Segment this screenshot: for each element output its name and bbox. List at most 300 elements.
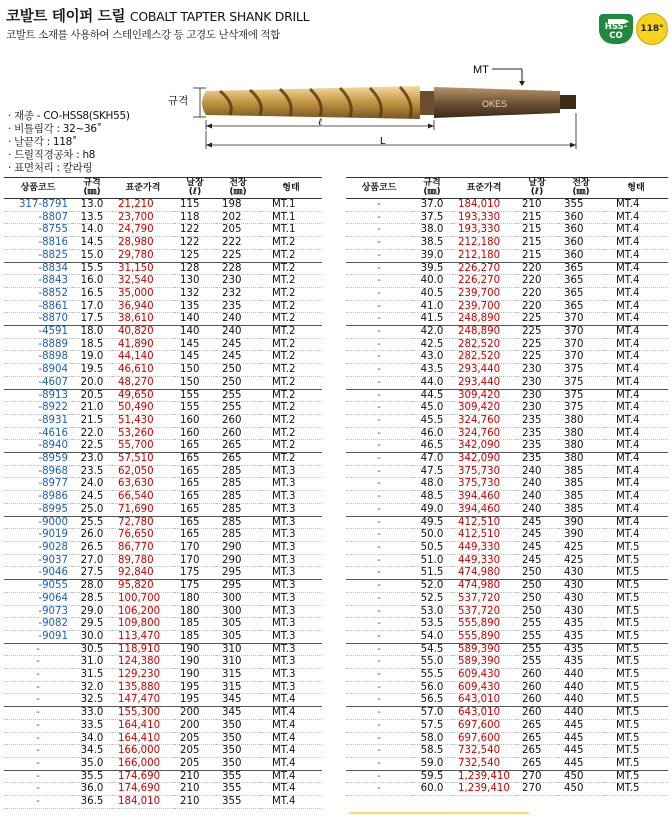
product-code: -: [346, 516, 412, 529]
price-value: 589,390: [452, 643, 516, 656]
shank-type-value: MT.5: [604, 618, 668, 631]
shank-type-value: MT.4: [604, 402, 668, 415]
product-code: -8986: [4, 491, 72, 504]
flute-length-value: 122: [174, 237, 216, 250]
overall-length-value: 375: [558, 402, 604, 415]
price-value: 324,760: [452, 427, 516, 440]
shank-type-value: MT.5: [604, 643, 668, 656]
shank-type-value: MT.5: [604, 580, 668, 593]
size-value: 17.5: [72, 313, 112, 326]
flute-length-value: 205: [174, 732, 216, 745]
table-row: [4, 567, 322, 580]
shank-type-value: MT.5: [604, 757, 668, 770]
flute-length-value: 250: [516, 605, 558, 618]
price-value: 394,460: [452, 491, 516, 504]
product-code: -: [346, 313, 412, 326]
overall-length-value: 430: [558, 567, 604, 580]
shank-type-value: MT.2: [260, 262, 322, 275]
flute-length-value: 230: [516, 389, 558, 402]
table-row: [346, 592, 668, 605]
price-value: 342,090: [452, 453, 516, 466]
flute-length-value: 215: [516, 237, 558, 250]
product-code: -8870: [4, 313, 72, 326]
size-value: 38.5: [412, 237, 452, 250]
price-value: 342,090: [452, 440, 516, 453]
table-row: [346, 351, 668, 364]
table-row: [4, 376, 322, 389]
length-dim-arrow-left: [206, 143, 212, 148]
table-row: [4, 669, 322, 682]
flute-length-value: 128: [174, 262, 216, 275]
product-code: -8861: [4, 300, 72, 313]
size-value: 34.0: [72, 732, 112, 745]
flute-length-value: 160: [174, 427, 216, 440]
table-row: [4, 402, 322, 415]
product-code: -8922: [4, 402, 72, 415]
product-code: -: [346, 199, 412, 212]
price-value: 124,380: [112, 656, 174, 669]
flute-length-value: 260: [516, 669, 558, 682]
overall-length-value: 345: [216, 707, 260, 720]
product-code: -8825: [4, 249, 72, 262]
product-code: -9019: [4, 529, 72, 542]
flute-length-value: 165: [174, 516, 216, 529]
diameter-label: 규격: [168, 95, 189, 107]
size-value: 16.5: [72, 287, 112, 300]
product-code: -: [346, 707, 412, 720]
overall-length-value: 440: [558, 669, 604, 682]
table-row: [4, 237, 322, 250]
table-row: [4, 364, 322, 377]
product-code: -: [346, 732, 412, 745]
product-code: -: [4, 643, 72, 656]
size-value: 24.5: [72, 491, 112, 504]
overall-length-value: 385: [558, 503, 604, 516]
overall-length-value: 290: [216, 554, 260, 567]
product-code: -: [346, 287, 412, 300]
size-value: 58.0: [412, 732, 452, 745]
table-row: [4, 592, 322, 605]
flute-length-value: 220: [516, 287, 558, 300]
overall-length-value: 205: [216, 224, 260, 237]
shank-type-value: MT.4: [260, 745, 322, 758]
product-code: -: [346, 465, 412, 478]
shank-type-value: MT.4: [260, 707, 322, 720]
size-value: 24.0: [72, 478, 112, 491]
table-row: [4, 757, 322, 770]
size-value: 26.0: [72, 529, 112, 542]
price-value: 55,700: [112, 440, 174, 453]
price-value: 166,000: [112, 745, 174, 758]
flute-length-value: 165: [174, 465, 216, 478]
product-code: -: [346, 326, 412, 339]
size-value: 52.0: [412, 580, 452, 593]
shank-type-value: MT.5: [604, 694, 668, 707]
size-value: 49.5: [412, 516, 452, 529]
flute-length-value: 195: [174, 681, 216, 694]
size-value: 17.0: [72, 300, 112, 313]
price-value: 293,440: [452, 364, 516, 377]
product-code: -: [346, 567, 412, 580]
table-row: [346, 402, 668, 415]
size-value: 44.5: [412, 389, 452, 402]
price-value: 324,760: [452, 414, 516, 427]
overall-length-value: 285: [216, 478, 260, 491]
price-value: 147,470: [112, 694, 174, 707]
table-row: [4, 275, 322, 288]
flute-length-value: 270: [516, 783, 558, 796]
size-value: 45.5: [412, 414, 452, 427]
product-code: -8852: [4, 287, 72, 300]
overall-length-value: 315: [216, 669, 260, 682]
product-code: -: [346, 237, 412, 250]
size-value: 35.5: [72, 770, 112, 783]
overall-length-value: 265: [216, 440, 260, 453]
product-code: -: [4, 694, 72, 707]
price-value: 555,890: [452, 630, 516, 643]
table-row: [4, 351, 322, 364]
flute-length-value: 250: [516, 580, 558, 593]
price-value: 732,540: [452, 745, 516, 758]
product-code: -: [346, 453, 412, 466]
drill-spec-table-left: [4, 177, 322, 809]
size-value: 57.0: [412, 707, 452, 720]
size-value: 13.0: [72, 199, 112, 212]
shank-type-value: MT.4: [604, 364, 668, 377]
total-length-label: L: [380, 135, 386, 147]
product-code: -: [346, 491, 412, 504]
product-code: -: [346, 262, 412, 275]
flute-length-value: 210: [516, 199, 558, 212]
flute-length-value: 225: [516, 351, 558, 364]
size-value: 28.0: [72, 580, 112, 593]
table-row: [4, 796, 322, 809]
product-code: -: [346, 211, 412, 224]
drill-spec-table-right: [346, 177, 668, 796]
overall-length-value: 385: [558, 465, 604, 478]
table-row: [4, 745, 322, 758]
price-value: 248,890: [452, 326, 516, 339]
shank-type-value: MT.2: [260, 364, 322, 377]
price-value: 164,410: [112, 719, 174, 732]
price-value: 46,610: [112, 364, 174, 377]
size-value: 44.0: [412, 376, 452, 389]
product-code: -8959: [4, 453, 72, 466]
flute-length-value: 220: [516, 262, 558, 275]
overall-length-value: 370: [558, 351, 604, 364]
product-code: -: [346, 757, 412, 770]
shank-type-value: MT.2: [260, 402, 322, 415]
table-row: [346, 224, 668, 237]
product-code: -: [346, 440, 412, 453]
shank-type-value: MT.4: [604, 376, 668, 389]
overall-length-value: 445: [558, 757, 604, 770]
shank-type-value: MT.4: [604, 313, 668, 326]
drill-diagram: [160, 55, 600, 160]
size-value: 50.0: [412, 529, 452, 542]
overall-length-value: 375: [558, 364, 604, 377]
overall-length-value: 385: [558, 478, 604, 491]
product-code: -: [4, 732, 72, 745]
flute-length-value: 122: [174, 224, 216, 237]
table-row: [4, 224, 322, 237]
price-value: 643,010: [452, 694, 516, 707]
overall-length-value: 430: [558, 605, 604, 618]
shank-type-value: MT.3: [260, 669, 322, 682]
product-code: -8931: [4, 414, 72, 427]
size-value: 49.0: [412, 503, 452, 516]
shank-type-value: MT.4: [604, 414, 668, 427]
flute-length-value: 220: [516, 300, 558, 313]
price-value: 118,910: [112, 643, 174, 656]
shank-type-value: MT.4: [260, 732, 322, 745]
shank-type-value: MT.4: [604, 211, 668, 224]
flute-length-value: 225: [516, 313, 558, 326]
overall-length-value: 285: [216, 491, 260, 504]
overall-length-value: 445: [558, 732, 604, 745]
flute-length-value: 250: [516, 567, 558, 580]
flute-length-value: 270: [516, 770, 558, 783]
overall-length-value: 310: [216, 643, 260, 656]
table-row: [4, 503, 322, 516]
table-row: [346, 719, 668, 732]
price-value: 697,600: [452, 732, 516, 745]
table-row: [4, 656, 322, 669]
product-code: -: [346, 275, 412, 288]
flute-length-value: 140: [174, 326, 216, 339]
mt-arrow-head: [519, 81, 525, 86]
table-row: [346, 376, 668, 389]
shank-type-value: MT.5: [604, 681, 668, 694]
table-row: [346, 503, 668, 516]
header-shank-type: 형태: [604, 178, 668, 199]
price-value: 35,000: [112, 287, 174, 300]
shank-type-value: MT.3: [260, 516, 322, 529]
table-row: [346, 529, 668, 542]
overall-length-value: 425: [558, 554, 604, 567]
price-value: 24,790: [112, 224, 174, 237]
shank-type-value: MT.3: [260, 503, 322, 516]
product-code: -: [346, 681, 412, 694]
flute-length-value: 235: [516, 453, 558, 466]
overall-length-value: 375: [558, 376, 604, 389]
table-row: [346, 389, 668, 402]
flute-length-value: 230: [516, 364, 558, 377]
overall-length-value: 350: [216, 732, 260, 745]
header-flute-length: 날장 (ℓ): [516, 178, 558, 199]
flute-length-value: 190: [174, 643, 216, 656]
overall-length-value: 360: [558, 211, 604, 224]
shank-type-value: MT.4: [604, 287, 668, 300]
product-code: -: [346, 770, 412, 783]
overall-length-value: 305: [216, 630, 260, 643]
product-code: -: [346, 580, 412, 593]
flute-length-value: 175: [174, 580, 216, 593]
size-value: 15.0: [72, 249, 112, 262]
shank-type-value: MT.5: [604, 630, 668, 643]
product-code: -8755: [4, 224, 72, 237]
overall-length-value: 445: [558, 745, 604, 758]
price-value: 66,540: [112, 491, 174, 504]
shank-brand-text: OKES: [482, 99, 508, 109]
overall-length-value: 285: [216, 529, 260, 542]
header-overall-length: 전장 (㎜): [216, 178, 260, 199]
size-value: 18.5: [72, 338, 112, 351]
price-value: 53,260: [112, 427, 174, 440]
table-row: [346, 287, 668, 300]
shank-type-value: MT.2: [260, 376, 322, 389]
size-value: 19.5: [72, 364, 112, 377]
size-value: 40.0: [412, 275, 452, 288]
table-row: [346, 745, 668, 758]
table-row: [346, 605, 668, 618]
shank-type-value: MT.5: [604, 669, 668, 682]
flute-length-value: 180: [174, 605, 216, 618]
flute-length-value: 165: [174, 478, 216, 491]
product-code: -: [4, 770, 72, 783]
point-angle-icon: [636, 13, 668, 45]
overall-length-value: 310: [216, 656, 260, 669]
overall-length-value: 390: [558, 529, 604, 542]
flute-length-value: 230: [516, 402, 558, 415]
flute-length-value: 225: [516, 326, 558, 339]
size-value: 42.5: [412, 338, 452, 351]
table-row: [346, 465, 668, 478]
table-row: [346, 630, 668, 643]
overall-length-value: 360: [558, 237, 604, 250]
table-row: [346, 580, 668, 593]
product-code: -: [346, 541, 412, 554]
product-code: -: [4, 707, 72, 720]
price-value: 282,520: [452, 351, 516, 364]
table-row: [4, 313, 322, 326]
size-value: 32.0: [72, 681, 112, 694]
flute-length-value: 260: [516, 681, 558, 694]
shank-type-value: MT.2: [260, 300, 322, 313]
flute-length-value: 165: [174, 491, 216, 504]
flute-length-value: 240: [516, 491, 558, 504]
shank-type-value: MT.2: [260, 237, 322, 250]
flute-length-value: 215: [516, 211, 558, 224]
flute-length-value: 255: [516, 656, 558, 669]
size-value: 38.0: [412, 224, 452, 237]
size-value: 16.0: [72, 275, 112, 288]
product-code: -8977: [4, 478, 72, 491]
size-value: 14.0: [72, 224, 112, 237]
price-value: 412,510: [452, 516, 516, 529]
size-value: 48.5: [412, 491, 452, 504]
product-code: -: [4, 719, 72, 732]
overall-length-value: 380: [558, 453, 604, 466]
price-value: 375,730: [452, 465, 516, 478]
overall-length-value: 370: [558, 326, 604, 339]
price-value: 609,430: [452, 669, 516, 682]
flute-length-value: 260: [516, 694, 558, 707]
size-value: 19.0: [72, 351, 112, 364]
product-code: -: [346, 592, 412, 605]
overall-length-value: 232: [216, 287, 260, 300]
flute-length-value: 165: [174, 529, 216, 542]
shank-type-value: MT.2: [260, 275, 322, 288]
overall-length-value: 380: [558, 440, 604, 453]
product-code: -9055: [4, 580, 72, 593]
product-code: -9073: [4, 605, 72, 618]
table-row: [346, 262, 668, 275]
size-value: 56.5: [412, 694, 452, 707]
table-row: [4, 618, 322, 631]
price-value: 226,270: [452, 275, 516, 288]
table-row: [4, 719, 322, 732]
shank-type-value: MT.3: [260, 630, 322, 643]
overall-length-value: 260: [216, 427, 260, 440]
size-value: 53.5: [412, 618, 452, 631]
size-value: 20.0: [72, 376, 112, 389]
table-row: [4, 580, 322, 593]
price-value: 474,980: [452, 567, 516, 580]
shank-type-value: MT.4: [604, 503, 668, 516]
price-value: 697,600: [452, 719, 516, 732]
flute-length-label: ℓ: [318, 117, 323, 128]
header-code: 상품코드: [346, 178, 412, 199]
shank-type-value: MT.3: [260, 618, 322, 631]
overall-length-value: 430: [558, 592, 604, 605]
overall-length-value: 295: [216, 567, 260, 580]
overall-length-value: 365: [558, 300, 604, 313]
flute-length-value: 155: [174, 402, 216, 415]
size-value: 40.5: [412, 287, 452, 300]
table-row: [346, 199, 668, 212]
size-value: 33.0: [72, 707, 112, 720]
size-value: 56.0: [412, 681, 452, 694]
table-row: [346, 541, 668, 554]
flute-length-value: 190: [174, 669, 216, 682]
size-value: 36.5: [72, 796, 112, 809]
length-dim-arrow-right: [570, 143, 576, 148]
flute-length-value: 160: [174, 414, 216, 427]
shank-type-value: MT.3: [260, 681, 322, 694]
flute-dim-arrow-left: [206, 124, 212, 129]
product-code: -: [346, 300, 412, 313]
header-shank-type: 형태: [260, 178, 322, 199]
overall-length-value: 440: [558, 707, 604, 720]
overall-length-value: 385: [558, 491, 604, 504]
flute-length-value: 115: [174, 199, 216, 212]
product-code: -: [346, 338, 412, 351]
shank-type-value: MT.2: [260, 427, 322, 440]
overall-length-value: 290: [216, 541, 260, 554]
shank-type-value: MT.5: [604, 719, 668, 732]
price-value: 71,690: [112, 503, 174, 516]
table-row: [4, 389, 322, 402]
price-value: 57,510: [112, 453, 174, 466]
shank-type-value: MT.3: [260, 605, 322, 618]
price-value: 375,730: [452, 478, 516, 491]
size-value: 52.5: [412, 592, 452, 605]
price-value: 95,820: [112, 580, 174, 593]
product-code: -4607: [4, 376, 72, 389]
flute-length-value: 255: [516, 643, 558, 656]
size-value: 23.0: [72, 453, 112, 466]
shank-type-value: MT.3: [260, 656, 322, 669]
shank-type-value: MT.4: [604, 249, 668, 262]
price-value: 589,390: [452, 656, 516, 669]
overall-length-value: 198: [216, 199, 260, 212]
shank-type-value: MT.3: [260, 541, 322, 554]
shank-type-value: MT.3: [260, 529, 322, 542]
material-badge-label: HSS-CO: [604, 22, 628, 41]
flute-length-value: 145: [174, 338, 216, 351]
overall-length-value: 355: [558, 199, 604, 212]
